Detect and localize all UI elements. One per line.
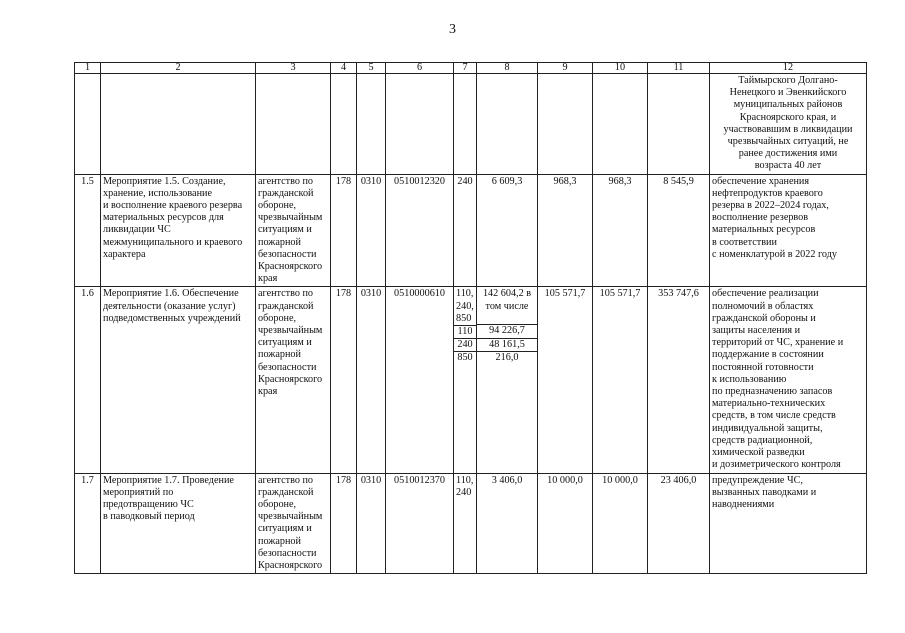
table-row-continuation xyxy=(75,74,867,175)
empty-cell xyxy=(386,74,454,175)
col-header: 1 xyxy=(75,63,101,74)
col-header: 11 xyxy=(648,63,710,74)
col-header: 9 xyxy=(538,63,593,74)
vr-code-sub: 850 xyxy=(457,352,473,364)
csr-code: 0510000610 xyxy=(386,287,454,473)
row-number: 1.7 xyxy=(75,473,101,574)
csr-code: 0510012370 xyxy=(386,473,454,574)
grbs-code: 178 xyxy=(331,473,357,574)
vr-code-sub: 110 xyxy=(454,326,476,339)
vr-code: 240 xyxy=(454,174,477,287)
empty-cell xyxy=(256,74,331,175)
col-header: 3 xyxy=(256,63,331,74)
grbs-code: 178 xyxy=(331,287,357,473)
amount-2022: 6 609,3 xyxy=(477,174,538,287)
program-table xyxy=(74,62,867,574)
amount-2023: 105 571,7 xyxy=(538,287,593,473)
activity-name: Мероприятие 1.7. Проведение мероприятий по предотвращению ЧС в паводковый период xyxy=(101,473,256,574)
amount-total: 353 747,6 xyxy=(648,287,710,473)
amount-2024: 968,3 xyxy=(593,174,648,287)
empty-cell xyxy=(538,74,593,175)
executor: агентство по гражданской обороне, чрезвычайным ситуациям и пожарной безопасности Красноярского края xyxy=(256,287,331,473)
result-cell: обеспечение реализации полномочий в областях гражданской обороны и защиты населения и территорий от ЧС, хранение и поддержание в состоянии постоянной готовности к использованию по предназначению запасов материально-технических средств, в том числе средств индивидуальной защиты, средств радиационной, химической разведки и дозиметрического контроля xyxy=(710,287,867,473)
empty-cell xyxy=(593,74,648,175)
result-cell: обеспечение хранения нефтепродуктов краевого резерва в 2022–2024 годах, восполнение резервов материальных ресурсов в соответствии с номенклатурой в 2022 году xyxy=(710,174,867,287)
empty-cell xyxy=(454,74,477,175)
col-header: 2 xyxy=(101,63,256,74)
result-cell: Таймырского Долгано- Ненецкого и Эвенкийского муниципальных районов Красноярского края, и участвовавшим в ликвидации чрезвычайных ситуаций, не ранее достижения ими возраста 40 лет xyxy=(710,74,867,175)
col-header: 7 xyxy=(454,63,477,74)
amount-2022-sub: 216,0 xyxy=(495,351,519,363)
col-header: 10 xyxy=(593,63,648,74)
row-number: 1.5 xyxy=(75,174,101,287)
empty-cell xyxy=(477,74,538,175)
empty-cell xyxy=(75,74,101,175)
grbs-code: 178 xyxy=(331,174,357,287)
row-number: 1.6 xyxy=(75,287,101,473)
vr-code-head: 110, 240, 850 xyxy=(454,288,476,326)
col-header: 6 xyxy=(386,63,454,74)
table-row xyxy=(75,287,867,473)
rzpr-code: 0310 xyxy=(357,287,386,473)
col-header: 8 xyxy=(477,63,538,74)
vr-code: 110, 240 xyxy=(454,473,477,574)
table-row xyxy=(75,473,867,574)
table-row xyxy=(75,174,867,287)
amount-2022-sub: 48 161,5 xyxy=(477,339,537,352)
executor: агентство по гражданской обороне, чрезвычайным ситуациям и пожарной безопасности Красноярского xyxy=(256,473,331,574)
empty-cell xyxy=(648,74,710,175)
vr-code-breakdown xyxy=(454,287,477,473)
column-number-row xyxy=(75,63,867,74)
empty-cell xyxy=(331,74,357,175)
vr-code-sub: 240 xyxy=(454,339,476,352)
amount-2022-head: 142 604,2 в том числе xyxy=(477,288,537,325)
amount-total: 8 545,9 xyxy=(648,174,710,287)
col-header: 12 xyxy=(710,63,867,74)
col-header: 4 xyxy=(331,63,357,74)
empty-cell xyxy=(101,74,256,175)
amount-2023: 10 000,0 xyxy=(538,473,593,574)
amount-2022-sub: 94 226,7 xyxy=(477,325,537,338)
activity-name: Мероприятие 1.6. Обеспечение деятельности (оказание услуг) подведомственных учреждений xyxy=(101,287,256,473)
rzpr-code: 0310 xyxy=(357,473,386,574)
result-cell: предупреждение ЧС, вызванных паводками и наводнениями xyxy=(710,473,867,574)
col-header: 5 xyxy=(357,63,386,74)
page-number: 3 xyxy=(449,22,456,37)
executor: агентство по гражданской обороне, чрезвычайным ситуациям и пожарной безопасности Красноярского края xyxy=(256,174,331,287)
empty-cell xyxy=(357,74,386,175)
amount-2023: 968,3 xyxy=(538,174,593,287)
amount-2024: 105 571,7 xyxy=(593,287,648,473)
rzpr-code: 0310 xyxy=(357,174,386,287)
amount-2024: 10 000,0 xyxy=(593,473,648,574)
activity-name: Мероприятие 1.5. Создание, хранение, использование и восполнение краевого резерва материальных ресурсов для ликвидации ЧС межмуниципального и краевого характера xyxy=(101,174,256,287)
amount-2022: 3 406,0 xyxy=(477,473,538,574)
amount-total: 23 406,0 xyxy=(648,473,710,574)
csr-code: 0510012320 xyxy=(386,174,454,287)
amount-2022-breakdown xyxy=(477,287,538,473)
